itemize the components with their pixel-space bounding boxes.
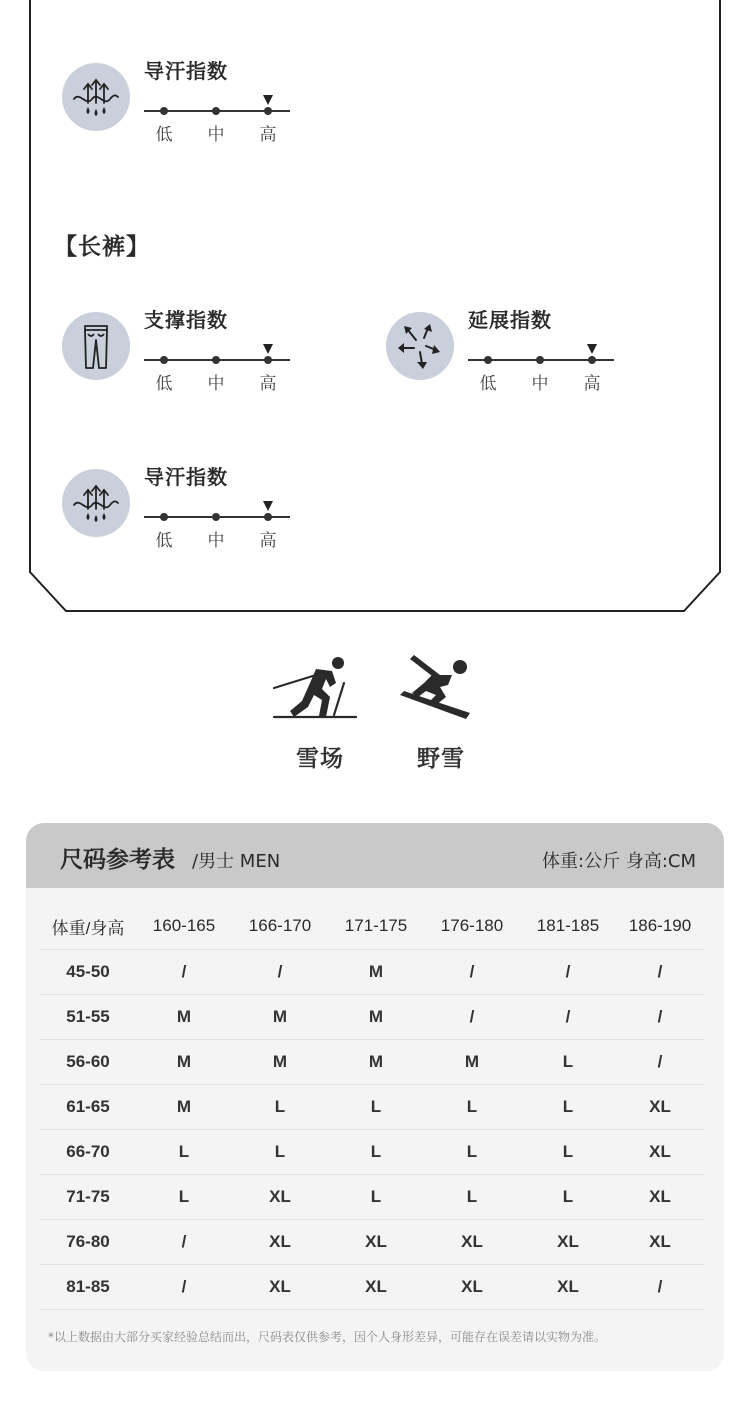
size-cell: / <box>616 1039 704 1084</box>
scale-label-high: 高 <box>583 374 601 394</box>
scale-label-high: 高 <box>259 125 277 145</box>
feature-title: 导汗指数 <box>144 465 228 489</box>
row-weight-range: 76-80 <box>40 1219 136 1264</box>
scale-dot-high <box>264 107 272 115</box>
size-cell: M <box>232 994 328 1039</box>
row-weight-range: 81-85 <box>40 1264 136 1309</box>
size-chart-title: 尺码参考表 <box>60 847 175 873</box>
size-cell: / <box>616 1264 704 1309</box>
size-cell: XL <box>328 1264 424 1309</box>
size-cell: L <box>424 1129 520 1174</box>
scale-label-mid: 中 <box>207 374 225 394</box>
scale-label-mid: 中 <box>207 125 225 145</box>
column-header-weight-height: 体重/身高 <box>40 904 136 949</box>
column-header-height: 181-185 <box>520 904 616 949</box>
size-cell: M <box>136 994 232 1039</box>
table-row <box>40 1084 704 1129</box>
size-cell: L <box>328 1129 424 1174</box>
size-table <box>40 904 704 1310</box>
scale-dot-high <box>588 356 596 364</box>
size-cell: / <box>616 994 704 1039</box>
size-cell: XL <box>520 1264 616 1309</box>
size-cell: / <box>136 1219 232 1264</box>
size-cell: / <box>520 949 616 994</box>
size-cell: L <box>520 1039 616 1084</box>
table-row <box>40 1264 704 1309</box>
scale-dot-mid <box>212 513 220 521</box>
column-header-height: 171-175 <box>328 904 424 949</box>
size-cell: L <box>136 1174 232 1219</box>
sweat-wicking-icon <box>62 469 130 537</box>
size-cell: L <box>136 1129 232 1174</box>
size-cell: XL <box>328 1219 424 1264</box>
cross-country-ski-icon <box>272 653 358 721</box>
size-cell: / <box>616 949 704 994</box>
sport-label-resort: 雪场 <box>296 746 344 772</box>
scale-dot-low <box>160 107 168 115</box>
row-weight-range: 45-50 <box>40 949 136 994</box>
table-row <box>40 949 704 994</box>
feature-sweat-wicking-pants <box>62 465 322 559</box>
level-scale <box>144 83 294 145</box>
size-cell: L <box>424 1174 520 1219</box>
size-cell: M <box>136 1084 232 1129</box>
column-header-height: 160-165 <box>136 904 232 949</box>
size-cell: M <box>328 949 424 994</box>
size-chart-note: *以上数据由大部分买家经验总结而出，尺码表仅供参考，因个人身形差异，可能存在误差请以实物为准。 <box>48 1330 607 1344</box>
size-cell: L <box>520 1084 616 1129</box>
level-scale <box>144 332 294 394</box>
size-cell: / <box>232 949 328 994</box>
size-cell: M <box>328 994 424 1039</box>
scale-dot-mid <box>212 356 220 364</box>
row-weight-range: 61-65 <box>40 1084 136 1129</box>
scale-dot-low <box>160 513 168 521</box>
scale-dot-high <box>264 356 272 364</box>
size-table-header-row <box>40 904 704 949</box>
size-cell: XL <box>232 1174 328 1219</box>
size-cell: / <box>136 1264 232 1309</box>
level-indicator-arrow <box>263 501 273 511</box>
size-cell: M <box>232 1039 328 1084</box>
scale-label-low: 低 <box>155 125 173 145</box>
size-cell: / <box>424 949 520 994</box>
feature-sweat-wicking-top <box>62 59 322 153</box>
size-cell: L <box>520 1129 616 1174</box>
size-cell: XL <box>424 1219 520 1264</box>
table-row <box>40 1174 704 1219</box>
size-cell: XL <box>616 1084 704 1129</box>
size-cell: M <box>328 1039 424 1084</box>
table-row <box>40 994 704 1039</box>
size-chart-units: 体重:公斤 身高:CM <box>542 851 696 872</box>
size-cell: / <box>520 994 616 1039</box>
size-cell: L <box>232 1129 328 1174</box>
scale-label-mid: 中 <box>531 374 549 394</box>
sweat-wicking-icon <box>62 63 130 131</box>
table-row <box>40 1129 704 1174</box>
size-cell: L <box>328 1084 424 1129</box>
sport-label-backcountry: 野雪 <box>417 746 465 772</box>
scale-label-low: 低 <box>155 374 173 394</box>
feature-title: 延展指数 <box>468 308 552 332</box>
scale-label-low: 低 <box>479 374 497 394</box>
size-cell: M <box>424 1039 520 1084</box>
row-weight-range: 56-60 <box>40 1039 136 1084</box>
size-cell: / <box>424 994 520 1039</box>
size-cell: L <box>520 1174 616 1219</box>
level-indicator-arrow <box>263 344 273 354</box>
feature-title: 支撑指数 <box>144 308 228 332</box>
feature-support <box>62 308 322 402</box>
size-cell: XL <box>520 1219 616 1264</box>
size-cell: XL <box>424 1264 520 1309</box>
table-row <box>40 1039 704 1084</box>
feature-stretch <box>386 308 646 402</box>
size-cell: XL <box>232 1219 328 1264</box>
column-header-height: 186-190 <box>616 904 704 949</box>
scale-label-low: 低 <box>155 531 173 551</box>
size-cell: XL <box>616 1129 704 1174</box>
scale-dot-high <box>264 513 272 521</box>
row-weight-range: 51-55 <box>40 994 136 1039</box>
size-cell: / <box>136 949 232 994</box>
row-weight-range: 71-75 <box>40 1174 136 1219</box>
scale-dot-mid <box>212 107 220 115</box>
column-header-height: 166-170 <box>232 904 328 949</box>
size-cell: M <box>136 1039 232 1084</box>
row-weight-range: 66-70 <box>40 1129 136 1174</box>
size-cell: L <box>328 1174 424 1219</box>
pants-section-title: 【长裤】 <box>54 234 150 260</box>
size-cell: XL <box>616 1219 704 1264</box>
size-cell: XL <box>616 1174 704 1219</box>
column-header-height: 176-180 <box>424 904 520 949</box>
scale-label-high: 高 <box>259 531 277 551</box>
downhill-ski-icon <box>396 653 472 721</box>
pants-icon <box>62 312 130 380</box>
scale-dot-low <box>160 356 168 364</box>
level-scale <box>468 332 618 394</box>
size-chart-subtitle: /男士 MEN <box>192 851 281 872</box>
table-row <box>40 1219 704 1264</box>
scale-dot-mid <box>536 356 544 364</box>
size-cell: L <box>424 1084 520 1129</box>
stretch-arrows-icon <box>386 312 454 380</box>
scale-label-high: 高 <box>259 374 277 394</box>
level-indicator-arrow <box>587 344 597 354</box>
scale-dot-low <box>484 356 492 364</box>
size-cell: XL <box>232 1264 328 1309</box>
size-chart-card <box>26 823 724 1371</box>
feature-title: 导汗指数 <box>144 59 228 83</box>
size-chart-header <box>26 823 724 888</box>
size-cell: L <box>232 1084 328 1129</box>
level-indicator-arrow <box>263 95 273 105</box>
level-scale <box>144 489 294 551</box>
scale-label-mid: 中 <box>207 531 225 551</box>
